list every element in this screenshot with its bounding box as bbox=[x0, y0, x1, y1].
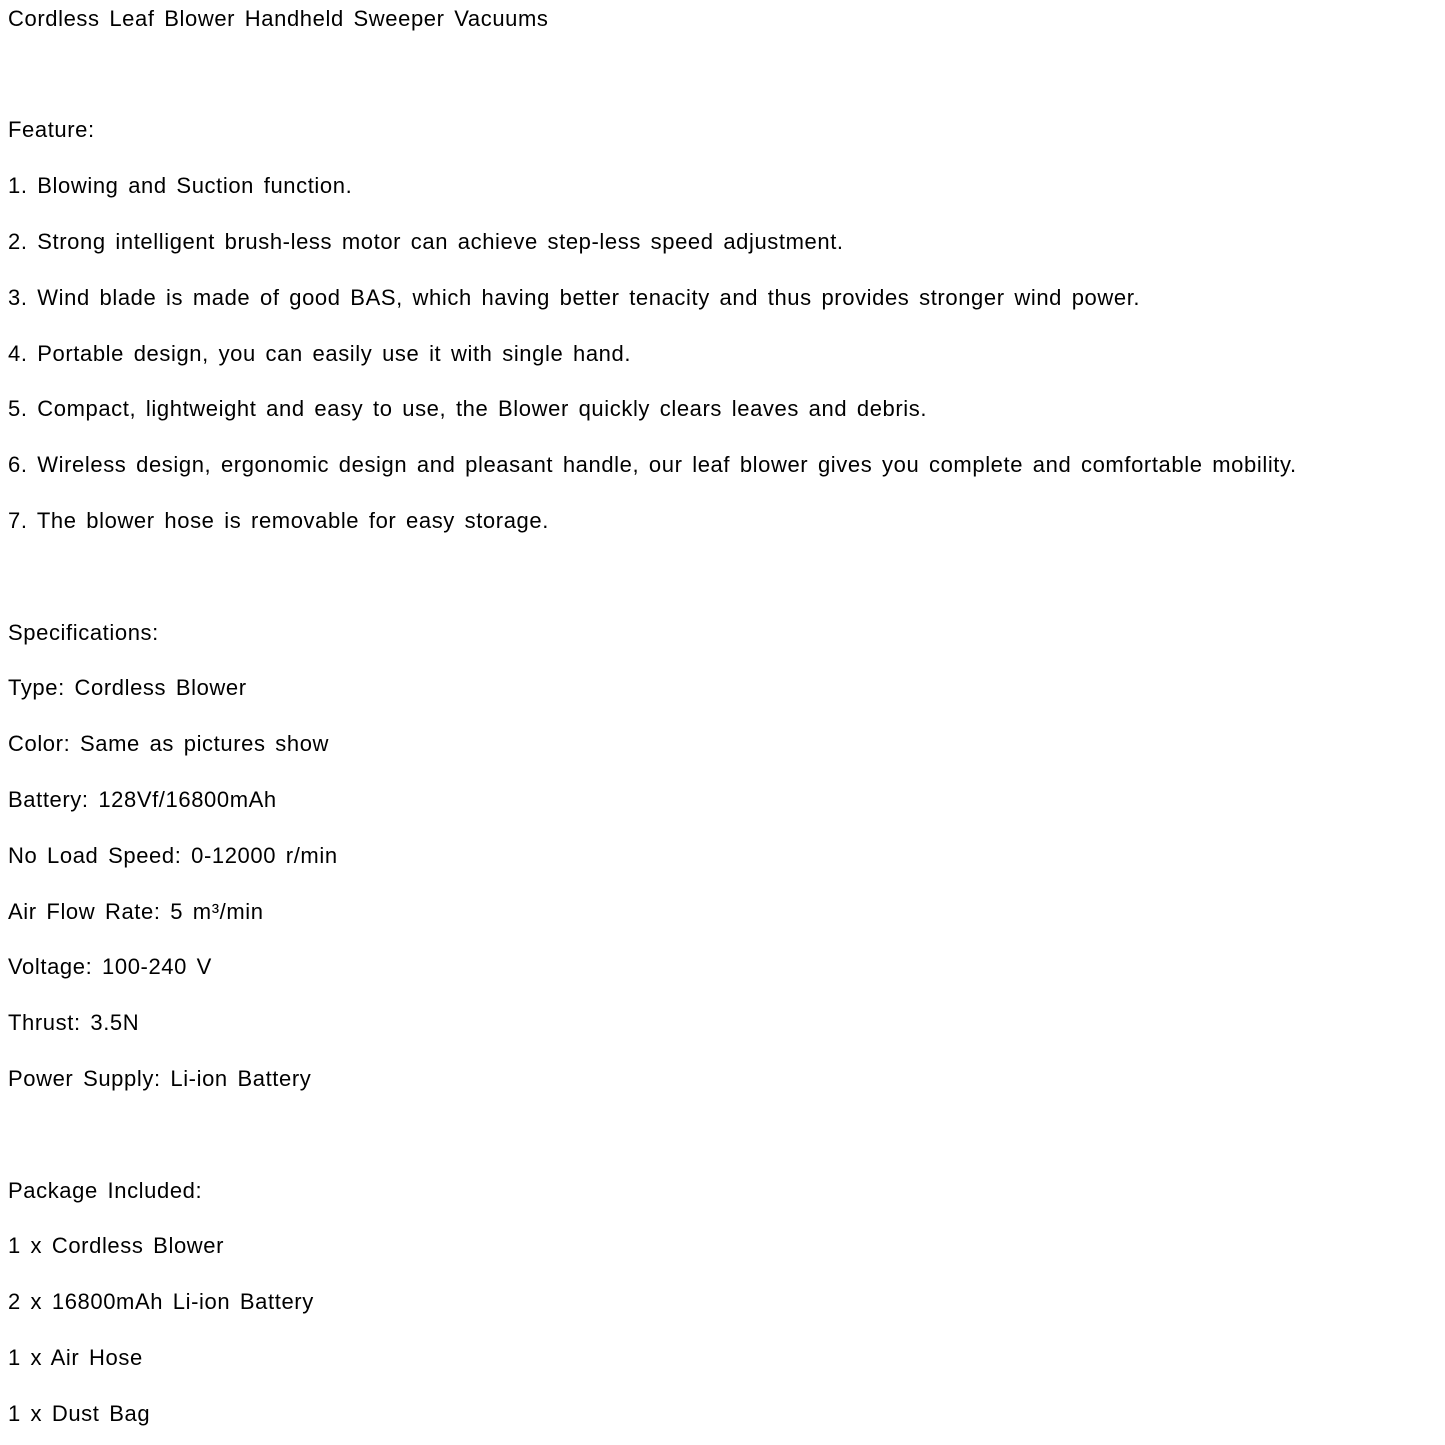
specifications-line: Battery: 128Vf/16800mAh bbox=[8, 787, 277, 813]
title-line: Cordless Leaf Blower Handheld Sweeper Vacuums bbox=[8, 5, 549, 31]
feature-line: 5. Compact, lightweight and easy to use, the Blower quickly clears leaves and debris. bbox=[8, 396, 928, 422]
document-body bbox=[8, 0, 1445, 1442]
blank-line bbox=[8, 47, 1445, 103]
specifications-line: Color: Same as pictures show bbox=[8, 731, 330, 757]
feature-line: 3. Wind blade is made of good BAS, which having better tenacity and thus provides stronger wind power. bbox=[8, 284, 1141, 310]
specifications-line: No Load Speed: 0-12000 r/min bbox=[8, 842, 338, 868]
specifications-line: Thrust: 3.5N bbox=[8, 1010, 140, 1036]
feature-line: 2. Strong intelligent brush-less motor can achieve step-less speed adjustment. bbox=[8, 229, 844, 255]
feature-line: 6. Wireless design, ergonomic design and pleasant handle, our leaf blower gives you complete and comfortable mobility. bbox=[8, 452, 1297, 478]
blank-line bbox=[8, 549, 1445, 605]
specifications-line: Specifications: bbox=[8, 619, 159, 645]
specifications-line: Air Flow Rate: 5 m³/min bbox=[8, 898, 264, 924]
feature-line: 4. Portable design, you can easily use it with single hand. bbox=[8, 340, 632, 366]
feature-line: 1. Blowing and Suction function. bbox=[8, 173, 353, 199]
package-included-line: 1 x Air Hose bbox=[8, 1345, 143, 1371]
specifications-line: Type: Cordless Blower bbox=[8, 675, 247, 701]
package-included-line: 1 x Cordless Blower bbox=[8, 1233, 225, 1259]
package-included-line: Package Included: bbox=[8, 1177, 203, 1203]
feature-line: 7. The blower hose is removable for easy storage. bbox=[8, 508, 549, 534]
package-included-line: 1 x Dust Bag bbox=[8, 1400, 151, 1426]
specifications-line: Power Supply: Li-ion Battery bbox=[8, 1066, 312, 1092]
package-included-line: 2 x 16800mAh Li-ion Battery bbox=[8, 1289, 314, 1315]
specifications-line: Voltage: 100-240 V bbox=[8, 954, 212, 980]
blank-line bbox=[8, 1107, 1445, 1163]
feature-line: Feature: bbox=[8, 117, 95, 143]
